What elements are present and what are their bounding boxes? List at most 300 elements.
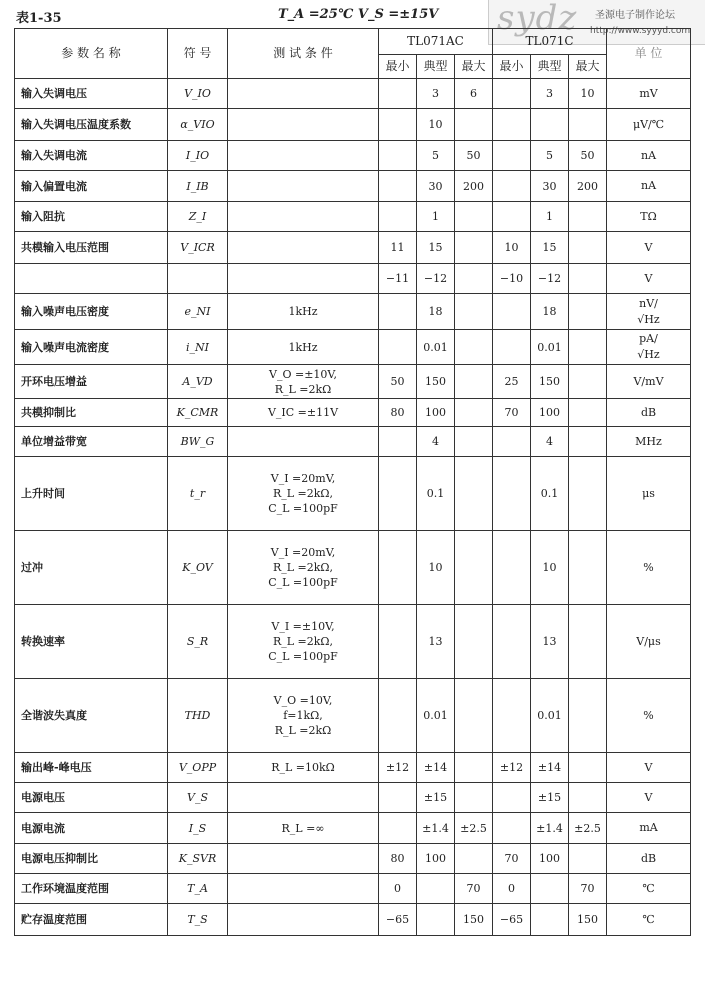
value-dev2-typ	[531, 874, 569, 904]
value-dev1-typ: 1	[417, 202, 455, 232]
test-conditions: T_A =25℃ V_S =±15V	[278, 7, 439, 22]
value-dev2-max	[569, 457, 607, 531]
value-dev1-min: 11	[379, 232, 417, 264]
unit-value	[642, 881, 654, 897]
unit-value	[639, 86, 657, 102]
test-condition-line: R_L =2kΩ,	[272, 561, 334, 574]
param-symbol	[168, 264, 228, 294]
unit-value	[641, 405, 656, 421]
param-symbol: I_IO	[168, 141, 228, 171]
value-dev2-max	[569, 531, 607, 605]
value-dev2-max: 50	[569, 141, 607, 171]
test-conditions-cell	[228, 109, 379, 141]
table-row	[15, 813, 691, 844]
table-row	[15, 232, 691, 264]
value-dev2-max	[569, 753, 607, 783]
value-dev2-typ: ±14	[531, 753, 569, 783]
value-dev2-typ: 13	[531, 605, 569, 679]
unit-cell	[607, 679, 691, 753]
param-name: 单位增益带宽	[15, 427, 168, 457]
unit-value	[645, 760, 653, 776]
param-name: 共模抑制比	[15, 399, 168, 427]
table-row	[15, 171, 691, 202]
unit-value	[645, 240, 653, 256]
param-name: 输入阻抗	[15, 202, 168, 232]
unit-cell	[607, 813, 691, 844]
table-row	[15, 457, 691, 531]
unit-line: V/μs	[636, 634, 661, 648]
test-conditions-cell	[228, 904, 379, 936]
value-dev2-typ: 4	[531, 427, 569, 457]
value-dev2-max	[569, 679, 607, 753]
test-conditions-cell	[228, 531, 379, 605]
test-condition-line: V_O =±10V,	[269, 367, 337, 381]
param-name: 输入失调电压	[15, 79, 168, 109]
value-dev2-max: ±2.5	[569, 813, 607, 844]
table-row	[15, 783, 691, 813]
value-dev2-min	[493, 457, 531, 531]
unit-value	[643, 560, 653, 576]
param-name: 输入噪声电流密度	[15, 330, 168, 365]
table-row	[15, 904, 691, 936]
spec-table	[14, 28, 691, 936]
test-conditions-cell	[228, 679, 379, 753]
test-conditions-cell	[228, 874, 379, 904]
param-symbol: S_R	[168, 605, 228, 679]
watermark-url: http://www.syyyd.com	[590, 26, 691, 36]
value-dev1-typ: 5	[417, 141, 455, 171]
value-dev1-typ: 150	[417, 365, 455, 399]
spec-table-body	[15, 79, 691, 936]
unit-value	[645, 271, 653, 287]
table-row	[15, 605, 691, 679]
value-dev1-min	[379, 171, 417, 202]
value-dev1-min: −11	[379, 264, 417, 294]
param-symbol: K_OV	[168, 531, 228, 605]
test-conditions-cell	[228, 141, 379, 171]
param-symbol: V_ICR	[168, 232, 228, 264]
value-dev2-min: −65	[493, 904, 531, 936]
param-name: 电源电压抑制比	[15, 844, 168, 874]
value-dev1-typ: −12	[417, 264, 455, 294]
value-dev2-min	[493, 294, 531, 330]
value-dev2-typ: 0.01	[531, 679, 569, 753]
unit-value	[641, 148, 656, 164]
value-dev1-min: ±12	[379, 753, 417, 783]
test-condition-line: C_L =100pF	[268, 502, 338, 515]
value-dev2-typ: 100	[531, 399, 569, 427]
unit-cell	[607, 232, 691, 264]
test-condition-line: 1kHz	[288, 340, 318, 354]
header-unit: 单 位	[607, 29, 691, 79]
table-row	[15, 399, 691, 427]
value-dev2-max	[569, 330, 607, 365]
test-condition-line: R_L =2kΩ	[274, 724, 332, 737]
test-condition-line: f=1kΩ,	[283, 709, 323, 722]
unit-value	[643, 708, 653, 724]
unit-cell	[607, 264, 691, 294]
value-dev1-typ: ±14	[417, 753, 455, 783]
value-dev1-max	[455, 457, 493, 531]
value-dev2-typ: 30	[531, 171, 569, 202]
param-symbol: α_VIO	[168, 109, 228, 141]
value-dev2-typ	[531, 904, 569, 936]
test-conditions-cell	[228, 171, 379, 202]
value-dev1-max: 70	[455, 874, 493, 904]
value-dev2-max: 10	[569, 79, 607, 109]
value-dev2-typ: −12	[531, 264, 569, 294]
value-dev1-min	[379, 605, 417, 679]
param-symbol: V_IO	[168, 79, 228, 109]
param-name: 过冲	[15, 531, 168, 605]
value-dev2-max	[569, 844, 607, 874]
value-dev1-max	[455, 264, 493, 294]
unit-cell	[607, 141, 691, 171]
unit-line: ℃	[642, 881, 655, 895]
table-row	[15, 141, 691, 171]
unit-value	[633, 374, 663, 390]
table-row	[15, 264, 691, 294]
test-condition-line: R_L =10kΩ	[271, 761, 335, 774]
test-condition-line: 1kHz	[288, 305, 318, 318]
table-row	[15, 874, 691, 904]
value-dev1-min: 80	[379, 399, 417, 427]
value-dev2-max	[569, 294, 607, 330]
value-dev1-min	[379, 109, 417, 141]
value-dev2-min	[493, 783, 531, 813]
unit-line: dB	[640, 851, 657, 865]
unit-line: MHz	[635, 434, 662, 448]
header-device-1: TL071AC	[379, 29, 493, 55]
value-dev2-typ: 1	[531, 202, 569, 232]
unit-line: μV/℃	[632, 117, 665, 131]
table-row	[15, 753, 691, 783]
test-conditions-cell	[228, 783, 379, 813]
value-dev2-max: 150	[569, 904, 607, 936]
unit-line: V	[644, 790, 653, 804]
unit-cell	[607, 202, 691, 232]
test-condition-line: V_I =20mV,	[270, 546, 336, 559]
header-param: 参 数 名 称	[15, 29, 168, 79]
test-condition-line: R_L =2kΩ,	[272, 635, 334, 648]
unit-line: μs	[642, 486, 655, 500]
unit-cell	[607, 844, 691, 874]
value-dev2-typ: 0.01	[531, 330, 569, 365]
value-dev1-max: 50	[455, 141, 493, 171]
unit-value	[633, 117, 664, 133]
test-condition-line: V_I =20mV,	[270, 472, 336, 485]
test-conditions-cell	[228, 330, 379, 365]
unit-line: mA	[639, 821, 658, 834]
test-conditions-cell	[228, 844, 379, 874]
unit-line: TΩ	[640, 209, 657, 223]
test-conditions-cell	[228, 753, 379, 783]
test-conditions-cell	[228, 264, 379, 294]
value-dev1-min	[379, 783, 417, 813]
value-dev2-typ: 3	[531, 79, 569, 109]
unit-line: V	[644, 760, 653, 774]
value-dev1-max	[455, 605, 493, 679]
table-row	[15, 427, 691, 457]
param-symbol: A_VD	[168, 365, 228, 399]
header-typ: 典型	[417, 55, 455, 79]
param-symbol: T_A	[168, 874, 228, 904]
unit-cell	[607, 171, 691, 202]
unit-cell	[607, 427, 691, 457]
unit-line: √Hz	[637, 348, 660, 361]
value-dev1-max	[455, 294, 493, 330]
value-dev2-max	[569, 264, 607, 294]
value-dev1-typ: ±15	[417, 783, 455, 813]
value-dev1-typ: 10	[417, 531, 455, 605]
test-condition-line: R_L =2kΩ	[274, 382, 332, 396]
param-symbol: K_SVR	[168, 844, 228, 874]
unit-line: nA	[640, 179, 657, 192]
unit-cell	[607, 330, 691, 365]
unit-line: dB	[640, 405, 657, 419]
value-dev1-max: 200	[455, 171, 493, 202]
unit-value	[636, 634, 660, 650]
value-dev2-max: 70	[569, 874, 607, 904]
param-name: 输入噪声电压密度	[15, 294, 168, 330]
test-conditions-cell	[228, 605, 379, 679]
value-dev1-max	[455, 330, 493, 365]
value-dev2-typ: 18	[531, 294, 569, 330]
table-row	[15, 365, 691, 399]
test-condition-line: C_L =100pF	[268, 650, 338, 663]
param-name: 转换速率	[15, 605, 168, 679]
test-conditions-cell	[228, 232, 379, 264]
value-dev1-max	[455, 783, 493, 813]
table-row	[15, 109, 691, 141]
test-conditions-cell	[228, 79, 379, 109]
param-symbol: Z_I	[168, 202, 228, 232]
header-max: 最大	[455, 55, 493, 79]
value-dev1-min: 0	[379, 874, 417, 904]
value-dev1-min	[379, 294, 417, 330]
unit-cell	[607, 365, 691, 399]
table-caption	[16, 4, 486, 26]
param-name: 上升时间	[15, 457, 168, 531]
test-conditions-cell	[228, 813, 379, 844]
unit-value	[639, 820, 657, 836]
unit-value	[641, 178, 656, 194]
value-dev1-typ: 15	[417, 232, 455, 264]
value-dev1-typ: 10	[417, 109, 455, 141]
value-dev2-max	[569, 605, 607, 679]
table-row	[15, 844, 691, 874]
param-symbol: I_IB	[168, 171, 228, 202]
header-min: 最小	[493, 55, 531, 79]
value-dev1-max	[455, 365, 493, 399]
param-name: 全谐波失真度	[15, 679, 168, 753]
unit-line: nA	[640, 148, 657, 162]
unit-line: V	[644, 271, 653, 285]
value-dev1-min	[379, 427, 417, 457]
unit-value	[637, 296, 659, 328]
value-dev1-max	[455, 109, 493, 141]
table-row	[15, 294, 691, 330]
value-dev1-min: −65	[379, 904, 417, 936]
param-name	[15, 264, 168, 294]
value-dev1-min	[379, 202, 417, 232]
param-symbol: T_S	[168, 904, 228, 936]
header-max: 最大	[569, 55, 607, 79]
unit-cell	[607, 294, 691, 330]
test-conditions-cell	[228, 457, 379, 531]
unit-line: V	[644, 240, 653, 254]
value-dev2-min	[493, 171, 531, 202]
value-dev2-min: 25	[493, 365, 531, 399]
unit-value	[642, 912, 654, 928]
unit-cell	[607, 605, 691, 679]
test-condition-line: R_L =∞	[281, 821, 325, 835]
unit-cell	[607, 457, 691, 531]
param-name: 输入失调电压温度系数	[15, 109, 168, 141]
test-condition-line: R_L =2kΩ,	[272, 487, 334, 500]
unit-line: nV/	[639, 296, 658, 310]
value-dev2-max	[569, 202, 607, 232]
value-dev1-typ: ±1.4	[417, 813, 455, 844]
value-dev1-max	[455, 399, 493, 427]
unit-cell	[607, 753, 691, 783]
value-dev2-min	[493, 813, 531, 844]
value-dev2-typ: 5	[531, 141, 569, 171]
value-dev2-max	[569, 399, 607, 427]
param-symbol: V_OPP	[168, 753, 228, 783]
value-dev1-max: 6	[455, 79, 493, 109]
value-dev1-min	[379, 531, 417, 605]
param-name: 共模输入电压范围	[15, 232, 168, 264]
value-dev2-min	[493, 531, 531, 605]
value-dev2-min: 70	[493, 844, 531, 874]
test-conditions-cell	[228, 427, 379, 457]
value-dev2-max	[569, 232, 607, 264]
unit-cell	[607, 874, 691, 904]
unit-line: mV	[639, 86, 658, 100]
value-dev1-max	[455, 232, 493, 264]
value-dev1-typ: 0.01	[417, 330, 455, 365]
test-conditions-cell	[228, 365, 379, 399]
value-dev2-typ: 15	[531, 232, 569, 264]
value-dev1-typ: 13	[417, 605, 455, 679]
value-dev2-min	[493, 330, 531, 365]
unit-line: √Hz	[637, 312, 660, 326]
value-dev1-typ: 4	[417, 427, 455, 457]
value-dev2-max	[569, 365, 607, 399]
value-dev2-min: 10	[493, 232, 531, 264]
test-condition-line: V_IC =±11V	[267, 406, 339, 419]
value-dev2-min	[493, 605, 531, 679]
value-dev1-min	[379, 679, 417, 753]
value-dev1-typ: 0.01	[417, 679, 455, 753]
param-symbol: THD	[168, 679, 228, 753]
unit-value	[641, 851, 656, 867]
value-dev2-min	[493, 679, 531, 753]
param-name: 贮存温度范围	[15, 904, 168, 936]
test-condition-line: C_L =100pF	[268, 576, 338, 589]
value-dev1-typ: 30	[417, 171, 455, 202]
param-name: 电源电压	[15, 783, 168, 813]
param-name: 工作环境温度范围	[15, 874, 168, 904]
value-dev1-max	[455, 427, 493, 457]
value-dev2-typ: 150	[531, 365, 569, 399]
header-symbol: 符 号	[168, 29, 228, 79]
value-dev1-typ	[417, 874, 455, 904]
value-dev1-max	[455, 679, 493, 753]
unit-line: V/mV	[633, 374, 664, 388]
value-dev2-min	[493, 109, 531, 141]
unit-value	[637, 331, 659, 363]
param-name: 电源电流	[15, 813, 168, 844]
unit-cell	[607, 904, 691, 936]
value-dev1-max	[455, 844, 493, 874]
value-dev1-max	[455, 202, 493, 232]
value-dev1-min	[379, 141, 417, 171]
param-symbol: t_r	[168, 457, 228, 531]
value-dev2-typ: 10	[531, 531, 569, 605]
value-dev1-max	[455, 531, 493, 605]
value-dev1-max: 150	[455, 904, 493, 936]
unit-cell	[607, 79, 691, 109]
table-row	[15, 531, 691, 605]
value-dev2-typ	[531, 109, 569, 141]
table-number: 表1-35	[16, 11, 62, 26]
param-symbol: e_NI	[168, 294, 228, 330]
param-symbol: K_CMR	[168, 399, 228, 427]
unit-cell	[607, 783, 691, 813]
test-conditions-cell	[228, 294, 379, 330]
value-dev2-typ: ±1.4	[531, 813, 569, 844]
watermark-site-name: 圣源电子制作论坛	[595, 10, 675, 21]
param-symbol: V_S	[168, 783, 228, 813]
param-name: 输入失调电流	[15, 141, 168, 171]
table-row	[15, 679, 691, 753]
value-dev1-typ: 18	[417, 294, 455, 330]
value-dev1-min: 80	[379, 844, 417, 874]
value-dev2-min	[493, 141, 531, 171]
unit-value	[645, 790, 653, 806]
unit-cell	[607, 399, 691, 427]
header-min: 最小	[379, 55, 417, 79]
value-dev2-typ: 0.1	[531, 457, 569, 531]
param-symbol: i_NI	[168, 330, 228, 365]
test-condition-line: V_O =10V,	[273, 694, 333, 707]
unit-value	[640, 209, 656, 225]
value-dev2-min	[493, 427, 531, 457]
value-dev1-min	[379, 813, 417, 844]
value-dev1-typ: 3	[417, 79, 455, 109]
header-test: 测 试 条 件	[228, 29, 379, 79]
watermark-logo: sydz	[497, 0, 578, 38]
test-conditions-cell	[228, 202, 379, 232]
value-dev2-max	[569, 783, 607, 813]
unit-value	[642, 486, 655, 502]
param-symbol: I_S	[168, 813, 228, 844]
value-dev2-min: 70	[493, 399, 531, 427]
table-row	[15, 79, 691, 109]
value-dev1-max: ±2.5	[455, 813, 493, 844]
value-dev2-typ: 100	[531, 844, 569, 874]
value-dev1-min	[379, 79, 417, 109]
unit-cell	[607, 531, 691, 605]
unit-value	[635, 434, 662, 450]
value-dev1-typ	[417, 904, 455, 936]
value-dev1-min: 50	[379, 365, 417, 399]
unit-cell	[607, 109, 691, 141]
value-dev2-max	[569, 109, 607, 141]
header-device-2: TL071C	[493, 29, 607, 55]
